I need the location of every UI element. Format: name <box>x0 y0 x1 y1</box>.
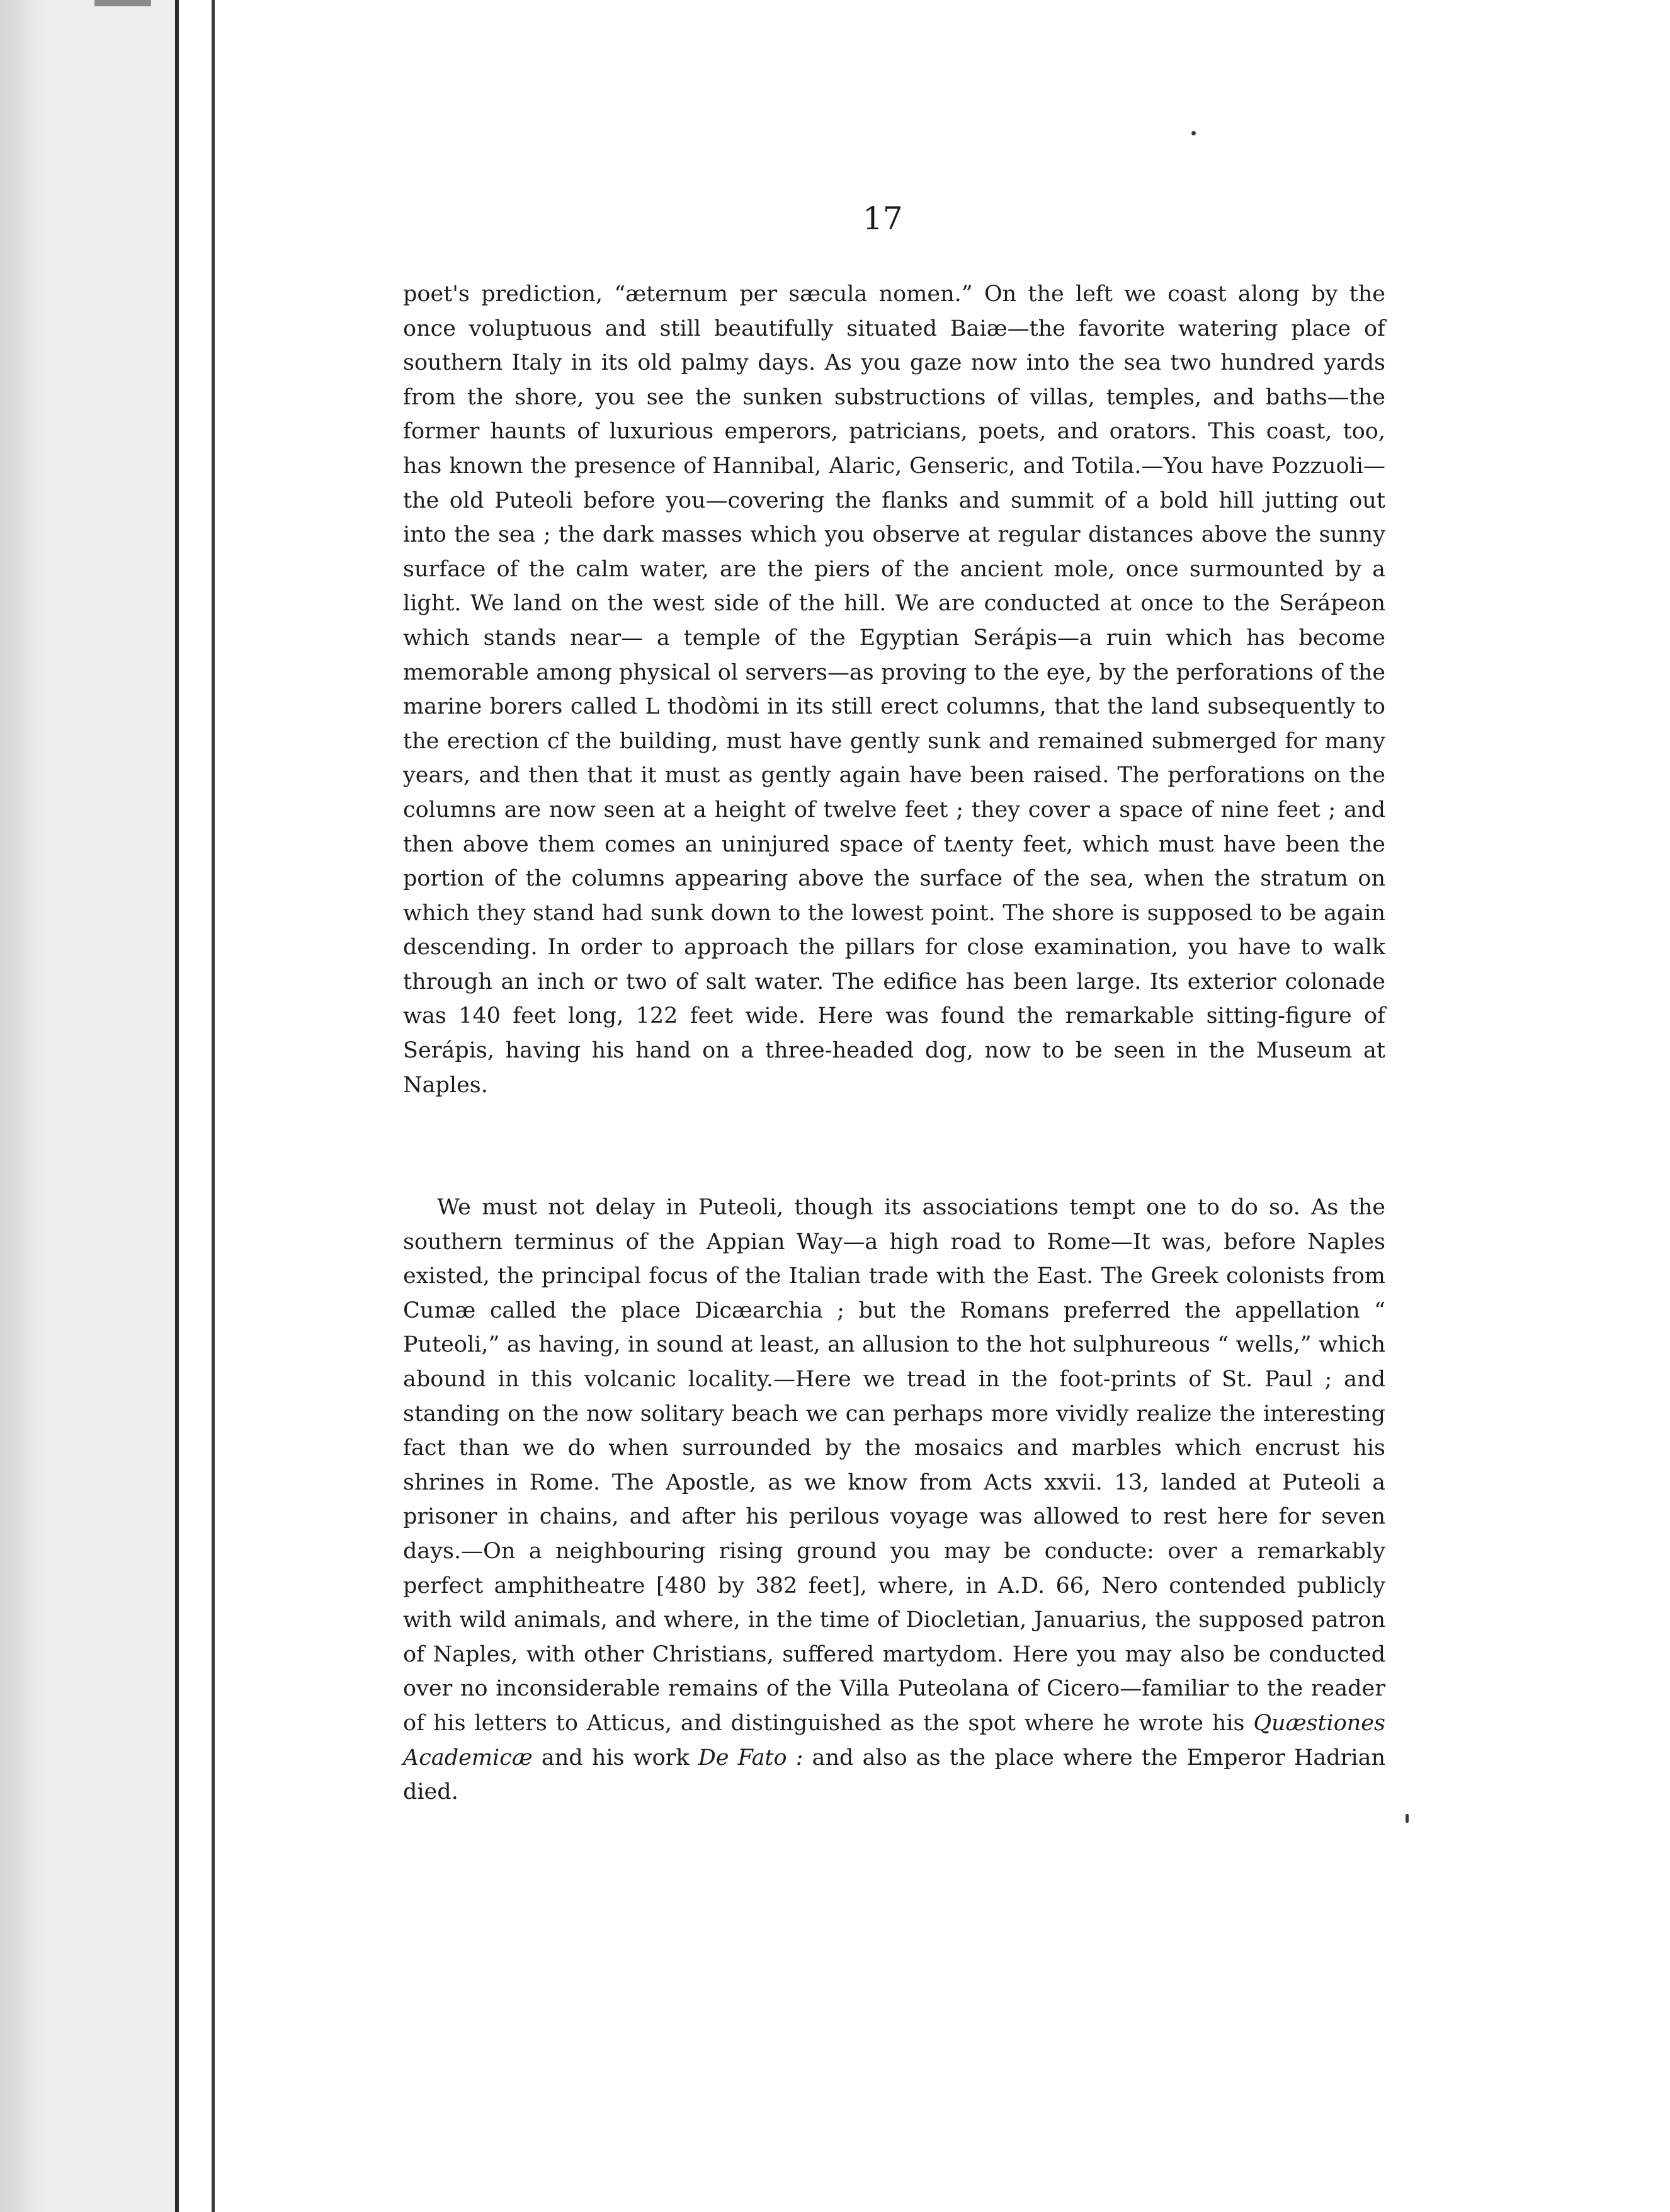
facing-page-shadow <box>0 0 44 2212</box>
paragraph <box>403 277 1385 1102</box>
italic-text: De Fato : <box>698 1745 804 1770</box>
paragraph <box>403 1190 1385 1810</box>
italic-text: Quæstiones Academicæ <box>403 1710 1385 1770</box>
ink-speck <box>1406 1814 1409 1823</box>
gutter <box>179 0 215 2212</box>
paragraph-text: We must not delay in Puteoli, though its associations tempt one to do so. As the southern terminus of the Appian Way—a high road to Rome—It was, before Naples existed, the principal focus of the Italian trade with the East. The Greek colonists from Cumæ called the place Dicæarchia ; but the Romans preferred the appellation “ Puteoli,” as having, in sound at least, an allusion to the hot sulphureous “ wells,” which abound in this volcanic locality.—Here we tread in the foot-prints of St. Paul ; and standing on the now solitary beach we can perhaps more vividly realize the interesting fact than we do when surrounded by the mosaics and marbles which encrust his shrines in Rome. The Apostle, as we know from Acts xxvii. 13, landed at Puteoli a prisoner in chains, and after his perilous voyage was allowed to rest here for seven days.—On a neighbouring rising ground you may be conducte։ over a remarkably perfect amphitheatre [480 by 382 feet], where, in A.D. 66, Nero contended publicly with wild animals, and where, in the time of Diocletian, Januarius, the supposed patron оf Naples, with other Christians, suffered martydom. Here you may also be conducted over no inconsiderable remains of the Villa Puteolana of Cicero—familiar to the reader of his letters to Atticus, and distinguished as the spot where he wrote his <box>403 1195 1385 1736</box>
ink-speck <box>1191 131 1196 135</box>
paragraph-text: and his work <box>532 1745 698 1770</box>
scan-artifact <box>94 0 151 6</box>
paragraph-text: poet's prediction, “æternum per sæcula nomen.” On the left we coast along by the once voluptuous and still beautifully situated Baiæ—the favorite watering place of southern Italy in its old palmy days. As you gaze now into the sea two hundred yards from the shore, you see the sunken substructions of villas, temples, and baths—the former haunts of luxurious emperors, patricians, poets, and orators. This coast, too, has known the presence of Hannibal, Alaric, Genseric, and Totila.—You have Pozzuoli—the old Puteoli before you—covering the flanks and summit of a bold hill jutting out into the sea ; the dark masses which you observe at regular distances above the sunny surface of the calm water, are the piers of the ancient mole, once surmounted by a light. We land on the west side of the hill. We are conducted at once to the Serápeon which stands near— a temple of the Egyptian Serápis—a ruin which has become memorable among physical ol servers—as proving to the eye, by the perforations of the marine borers called L thodòmi in its still erect columns, that the land subsequently to the erection сf the building, must have gently sunk and remained submerged for many years, and then that it must as gently again have been raised. The perforations on the columns are now seen at a height of twelve feet ; they cover a space of nine feet ; and then above them comes an uninjured space of tʌenty feet, which must have been the portion of the columns appearing above the surface of the sea, when the stratum on which they stand had sunk down to the lowest point. The shore is supposed to be again descending. In order to approach the pillars for close examination, you have to walk through an inch or two of salt water. The edifice has been large. Its exterior colonade waѕ 140 feet long, 122 feet wide. Here was found the remarkable sitting-figure of Serápis, having his hand on a three-headed dog, now to be seen in the Museum at Naples. <box>403 282 1385 1098</box>
facing-page-edge <box>0 0 183 2212</box>
paragraph-text: and also as the place where the Emperor Hadrian died. <box>403 1745 1385 1805</box>
page-number: 17 <box>863 200 903 237</box>
